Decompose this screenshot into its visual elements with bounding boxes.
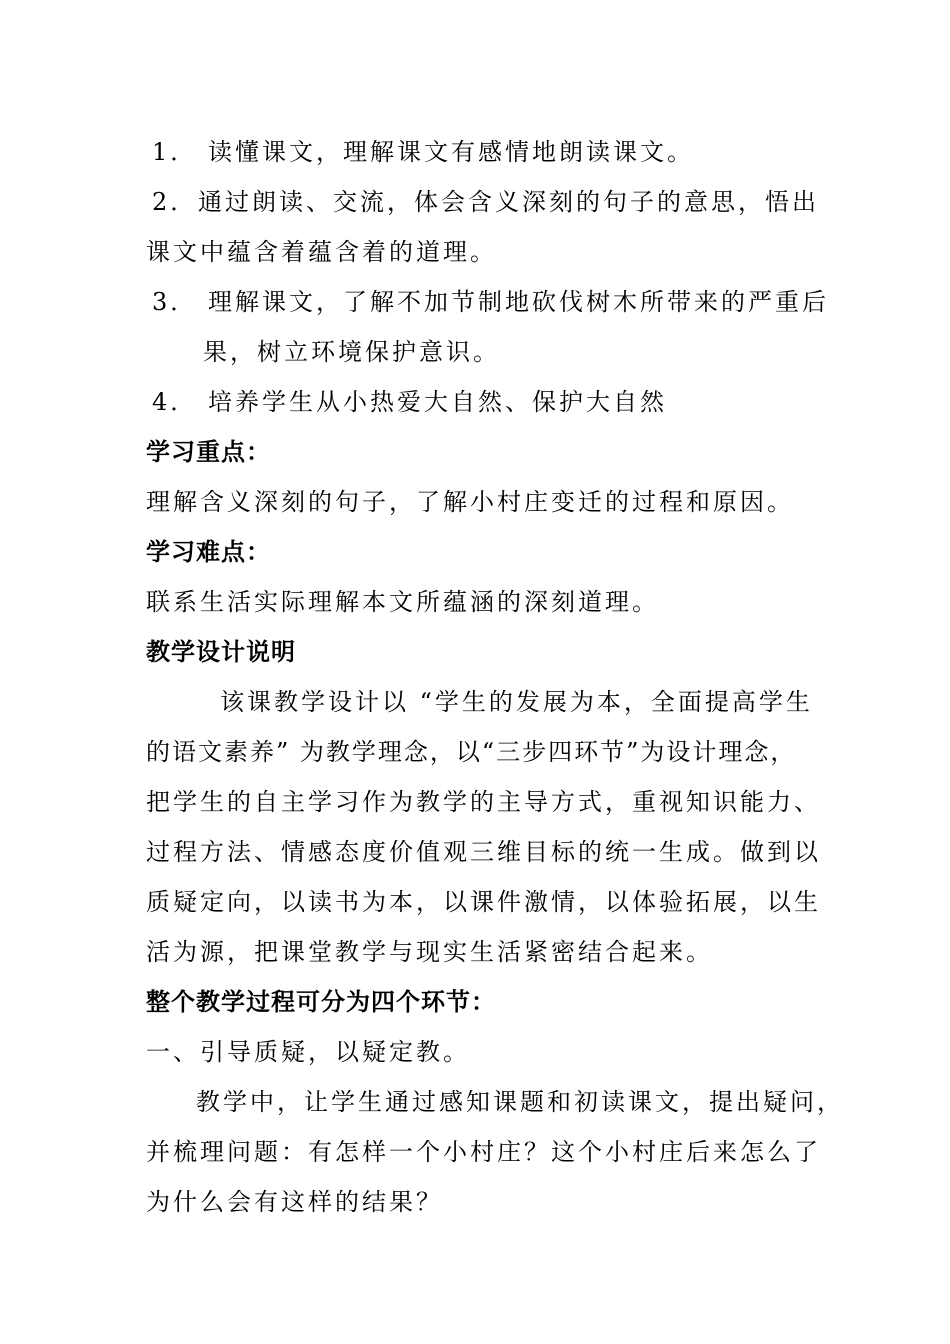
- objective-item-1: [152, 137, 694, 167]
- design-heading: 教学设计说明: [146, 638, 296, 666]
- design-paragraph-line: 该课教学设计以 “学生的发展为本，全面提高学生: [220, 688, 813, 716]
- objective-text: 通过朗读、交流，体会含义深刻的句子的意思，悟出: [198, 188, 819, 216]
- objective-number: 4．: [152, 388, 198, 416]
- objective-text: 读懂课文，理解课文有感情地朗读课文。: [208, 138, 694, 166]
- objective-item-2: [152, 187, 819, 217]
- difficulties-text: 联系生活实际理解本文所蕴涵的深刻道理。: [146, 588, 659, 616]
- design-paragraph-line: 过程方法、情感态度价值观三维目标的统一生成。做到以: [146, 838, 821, 866]
- objective-number: 1．: [152, 138, 198, 166]
- objective-item-4: [152, 387, 667, 417]
- design-paragraph-line: 质疑定向，以读书为本，以课件激情，以体验拓展，以生: [146, 888, 821, 916]
- process-step-line: 为什么会有这样的结果？: [146, 1188, 443, 1216]
- process-step-title: 一、引导质疑，以疑定教。: [146, 1038, 470, 1066]
- design-paragraph-line: 的语文素养” 为教学理念，以“三步四环节”为设计理念，: [146, 738, 797, 766]
- key-points-text: 理解含义深刻的句子，了解小村庄变迁的过程和原因。: [146, 488, 794, 516]
- objective-text: 理解课文，了解不加节制地砍伐树木所带来的严重后: [208, 288, 829, 316]
- process-heading: 整个教学过程可分为四个环节：: [146, 988, 496, 1016]
- difficulties-heading: 学习难点：: [146, 538, 271, 566]
- objective-number: 3．: [152, 288, 198, 316]
- design-paragraph-line: 活为源，把课堂教学与现实生活紧密结合起来。: [146, 938, 713, 966]
- key-points-heading: 学习重点：: [146, 438, 271, 466]
- design-paragraph-line: 把学生的自主学习作为教学的主导方式，重视知识能力、: [146, 788, 821, 816]
- objective-text-continued: 果，树立环境保护意识。: [203, 338, 500, 366]
- process-step-line: 并梳理问题：有怎样一个小村庄？这个小村庄后来怎么了: [146, 1138, 821, 1166]
- process-step-line: 教学中，让学生通过感知课题和初读课文，提出疑问，: [196, 1088, 844, 1116]
- objective-item-3: [152, 287, 829, 317]
- objective-text-continued: 课文中蕴含着蕴含着的道理。: [146, 238, 497, 266]
- objective-text: 培养学生从小热爱大自然、保护大自然: [208, 388, 667, 416]
- objective-number: 2．: [152, 188, 198, 216]
